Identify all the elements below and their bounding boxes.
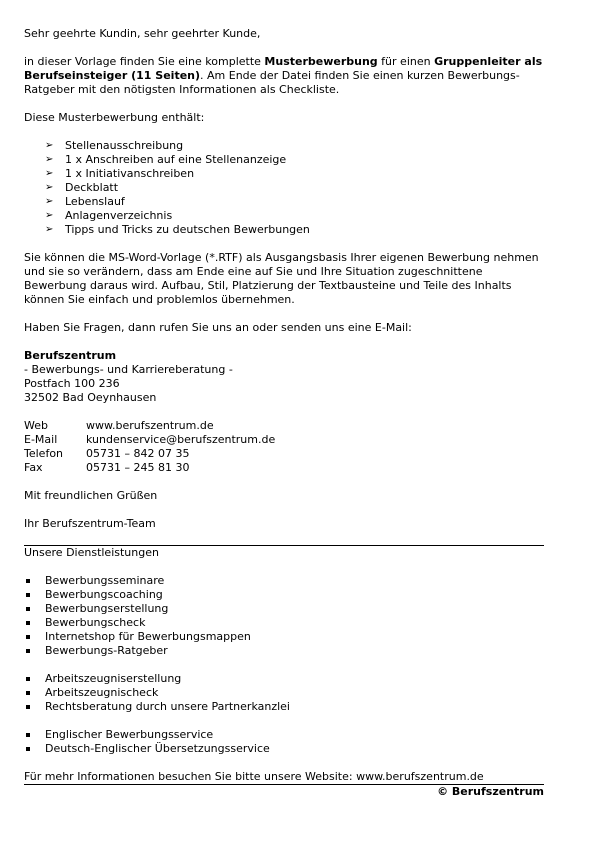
square-bullet-icon xyxy=(26,607,30,611)
list-item: ➢ Anlagenverzeichnis xyxy=(45,209,173,222)
contact-key: Fax xyxy=(24,461,43,474)
list-item: Deutsch-Englischer Übersetzungsservice xyxy=(24,742,544,756)
intro-bold-2: Gruppenleiter als Berufseinsteiger (11 Seiten) xyxy=(24,55,543,82)
list-item: Internetshop für Bewerbungsmappen xyxy=(24,630,544,644)
intro-text-3: . Am Ende der Datei finden Sie einen kurzen Bewerbungs-Ratgeber mit den nötigsten Informationen als Checkliste. xyxy=(24,69,520,96)
contact-row-email xyxy=(24,433,275,447)
fax-value: 05731 – 245 81 30 xyxy=(86,461,190,474)
list-item: Bewerbungscoaching xyxy=(24,588,544,602)
square-bullet-icon xyxy=(26,635,30,639)
services-list-3 xyxy=(24,728,544,756)
contact-key: E-Mail xyxy=(24,433,58,446)
list-item: Englischer Bewerbungsservice xyxy=(24,728,544,742)
copyright: © Berufszentrum xyxy=(437,785,544,798)
services-list-2 xyxy=(24,672,544,714)
signature: Ihr Berufszentrum-Team xyxy=(24,517,156,530)
list-item: Arbeitszeugniserstellung xyxy=(24,672,544,686)
salutation: Sehr geehrte Kundin, sehr geehrter Kunde, xyxy=(24,27,261,40)
contact-table xyxy=(24,419,275,475)
intro-bold-1: Musterbewerbung xyxy=(264,55,378,68)
list-item: Rechtsberatung durch unsere Partnerkanzlei xyxy=(24,700,544,714)
email-link[interactable]: kundenservice@berufszentrum.de xyxy=(86,433,276,446)
list-item: Arbeitszeugnischeck xyxy=(24,686,544,700)
list-item: ➢ Stellenausschreibung xyxy=(45,139,184,152)
closing: Mit freundlichen Grüßen xyxy=(24,489,158,502)
arrowhead-bullet-icon: ➢ xyxy=(45,210,54,221)
square-bullet-icon xyxy=(26,677,30,681)
services-heading: Unsere Dienstleistungen xyxy=(24,546,159,559)
list-item: Bewerbungscheck xyxy=(24,616,544,630)
sender-name: Berufszentrum xyxy=(24,349,117,362)
sender-tagline: - Bewerbungs- und Karriereberatung - xyxy=(24,363,233,376)
more-info-link[interactable]: Für mehr Informationen besuchen Sie bitte unsere Website: www.berufszentrum.de xyxy=(24,770,544,785)
square-bullet-icon xyxy=(26,593,30,597)
questions-paragraph: Haben Sie Fragen, dann rufen Sie uns an oder senden uns eine E-Mail: xyxy=(24,321,412,334)
arrowhead-bullet-icon: ➢ xyxy=(45,154,54,165)
list-item: Bewerbungserstellung xyxy=(24,602,544,616)
list-item: Bewerbungs-Ratgeber xyxy=(24,644,544,658)
arrowhead-bullet-icon: ➢ xyxy=(45,140,54,151)
contact-row-web xyxy=(24,419,275,433)
list-item: ➢ 1 x Initiativanschreiben xyxy=(45,167,195,180)
services-list-1 xyxy=(24,574,544,658)
arrowhead-bullet-icon: ➢ xyxy=(45,182,54,193)
contact-row-phone xyxy=(24,447,275,461)
arrowhead-bullet-icon: ➢ xyxy=(45,196,54,207)
sender-address-line1: Postfach 100 236 xyxy=(24,377,120,390)
square-bullet-icon xyxy=(26,733,30,737)
web-link[interactable]: www.berufszentrum.de xyxy=(86,419,214,432)
document-page xyxy=(24,27,544,799)
square-bullet-icon xyxy=(26,649,30,653)
sender-address-line2: 32502 Bad Oeynhausen xyxy=(24,391,157,404)
contents-heading: Diese Musterbewerbung enthält: xyxy=(24,111,205,124)
usage-paragraph: Sie können die MS-Word-Vorlage (*.RTF) als Ausgangsbasis Ihrer eigenen Bewerbung nehmen und sie so verändern, dass am Ende eine auf Sie und Ihre Situation zugeschnittene Bewerbung daraus wird. Aufbau, Stil, Platzierung der Textbausteine und Teile des Inhalts können Sie einfach und problemlos übernehmen. xyxy=(24,251,539,306)
list-item: ➢ Lebenslauf xyxy=(45,195,125,208)
list-item: ➢ Tipps und Tricks zu deutschen Bewerbungen xyxy=(45,223,310,236)
contact-key: Telefon xyxy=(24,447,64,460)
phone-value: 05731 – 842 07 35 xyxy=(86,447,190,460)
contact-key: Web xyxy=(24,419,48,432)
square-bullet-icon xyxy=(26,691,30,695)
list-item: ➢ Deckblatt xyxy=(45,181,119,194)
list-item: Bewerbungsseminare xyxy=(24,574,544,588)
intro-paragraph xyxy=(24,55,544,97)
intro-text-2: für einen xyxy=(377,55,435,68)
arrowhead-bullet-icon: ➢ xyxy=(45,168,54,179)
contact-row-fax xyxy=(24,461,275,475)
square-bullet-icon xyxy=(26,705,30,709)
square-bullet-icon xyxy=(26,747,30,751)
square-bullet-icon xyxy=(26,579,30,583)
contents-list xyxy=(24,139,544,237)
arrowhead-bullet-icon: ➢ xyxy=(45,224,54,235)
intro-text-1: in dieser Vorlage finden Sie eine komplette xyxy=(24,55,265,68)
square-bullet-icon xyxy=(26,621,30,625)
list-item: ➢ 1 x Anschreiben auf eine Stellenanzeige xyxy=(45,153,287,166)
